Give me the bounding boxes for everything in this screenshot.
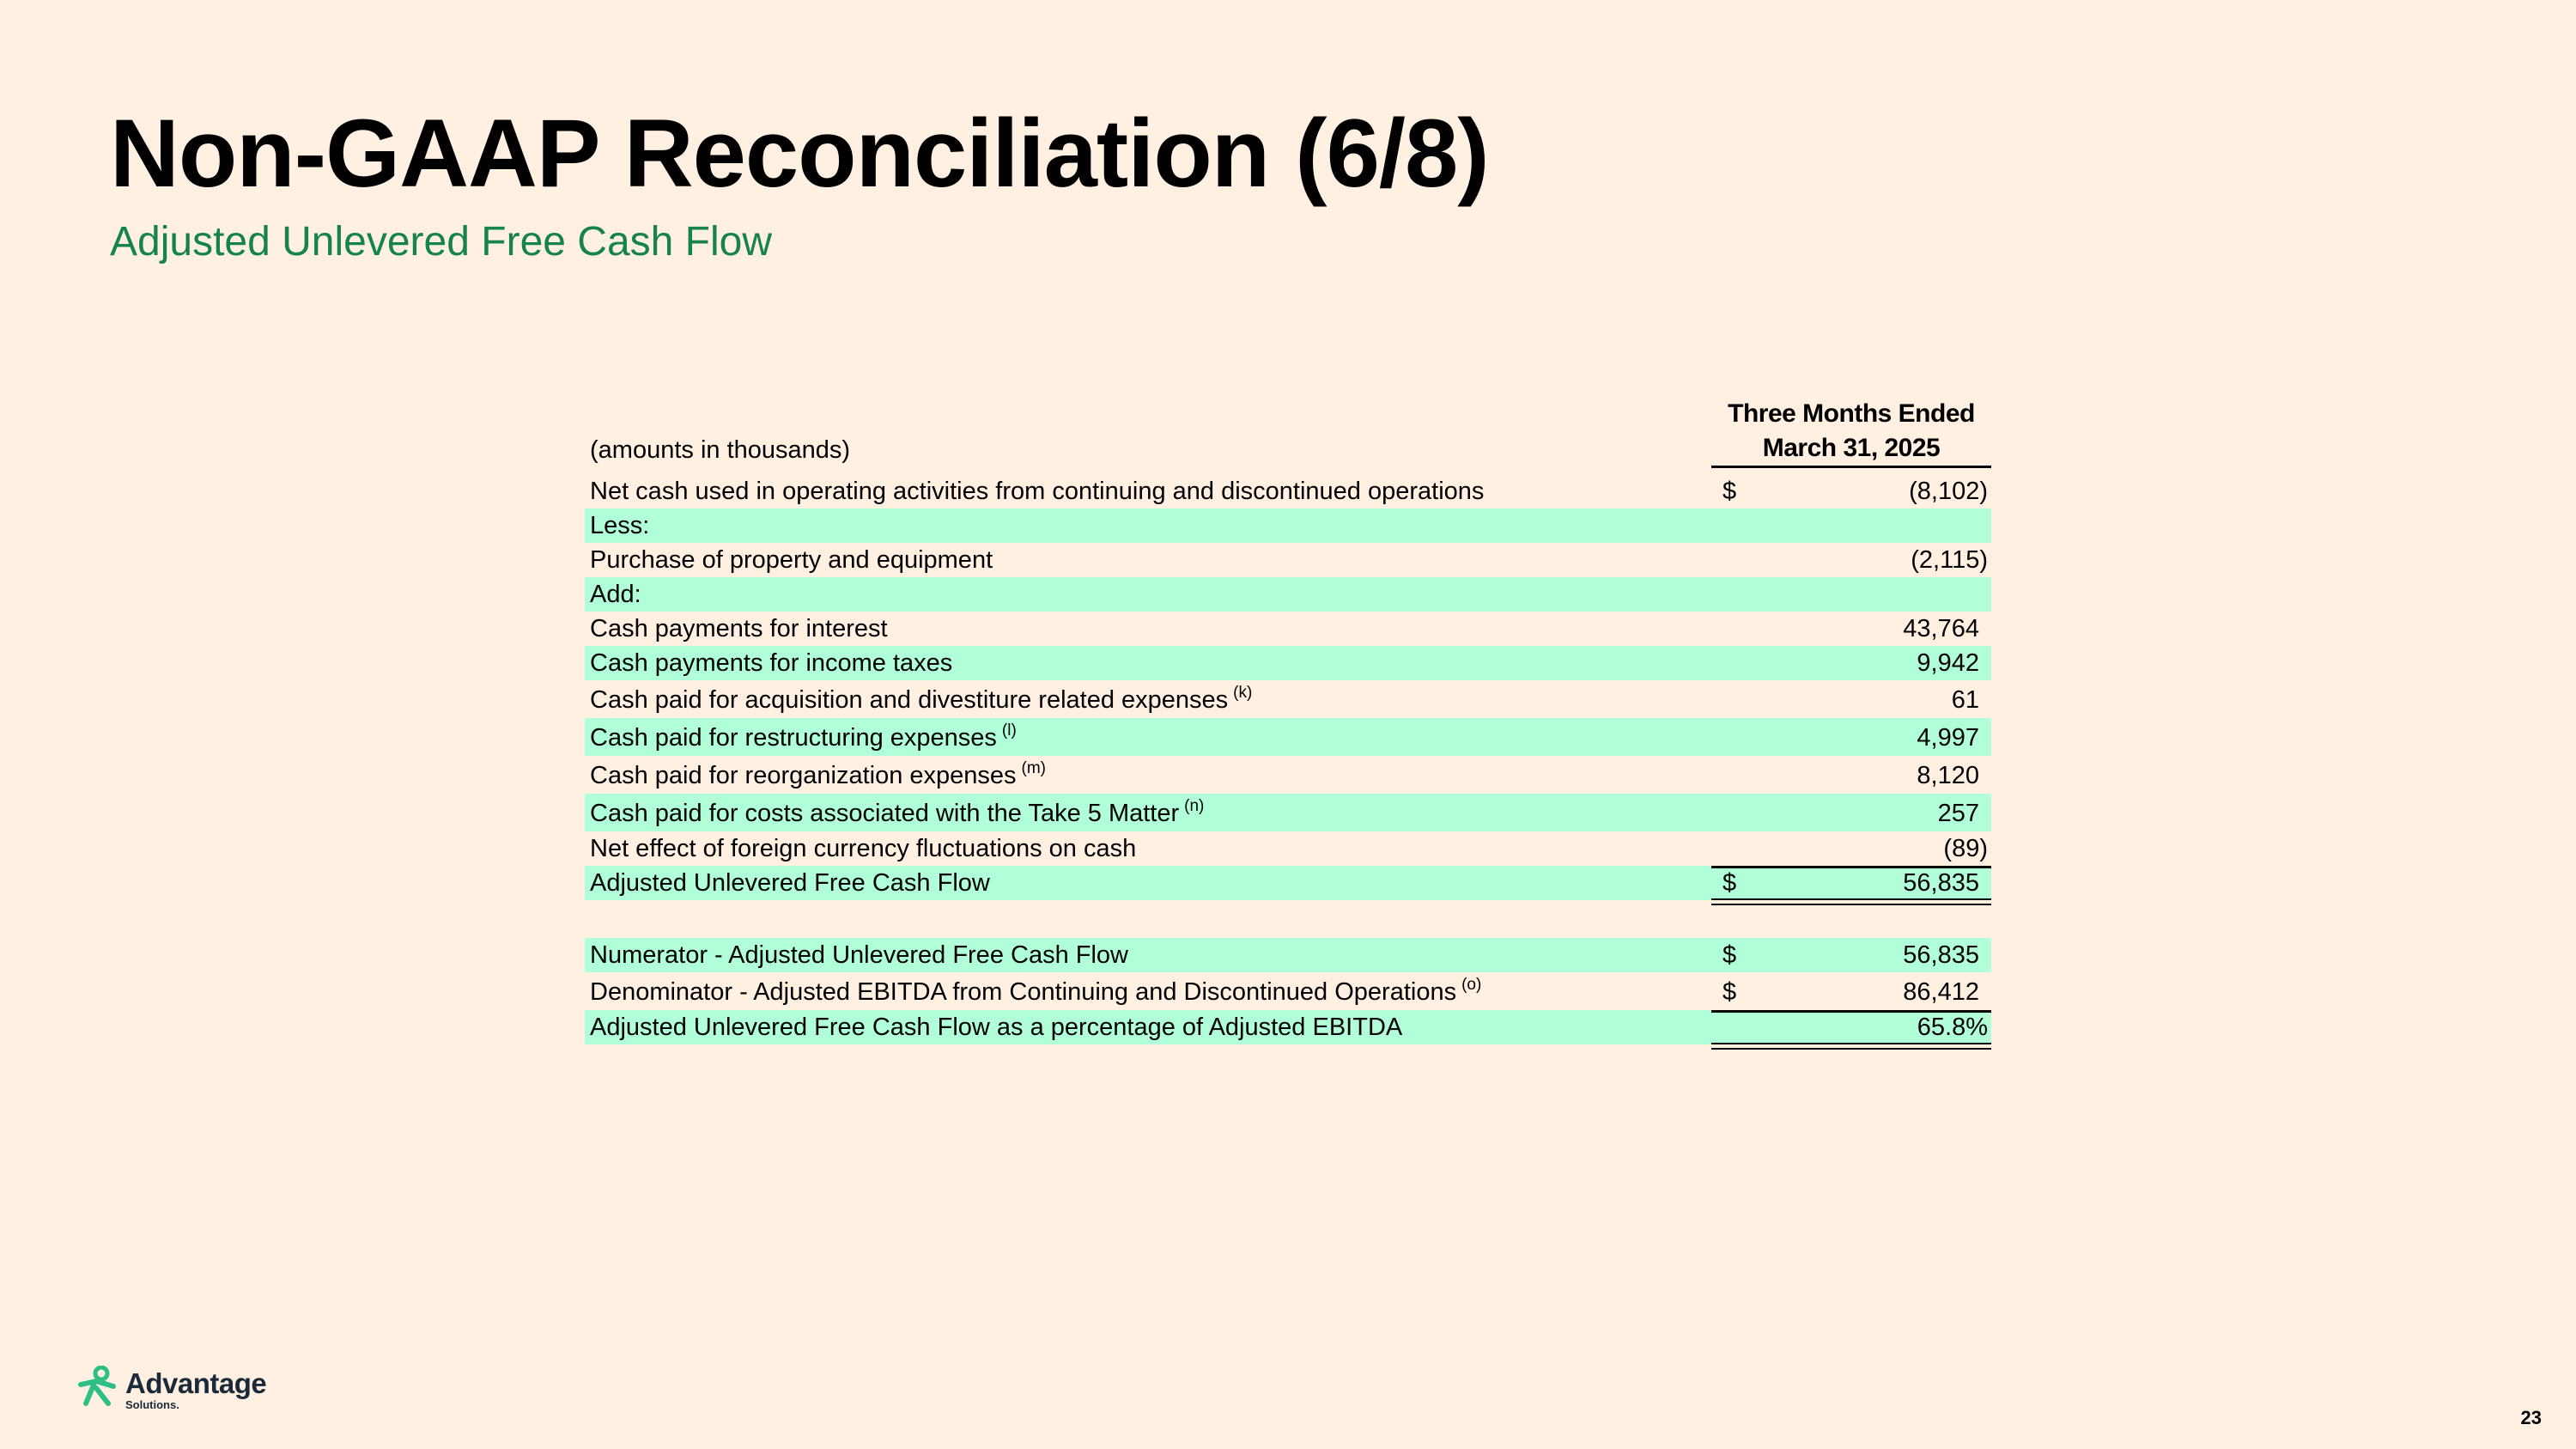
table-row xyxy=(585,543,1991,577)
row-label xyxy=(590,794,1204,833)
column-header-line1: Three Months Ended xyxy=(1728,399,1975,428)
logo-wordmark: Advantage xyxy=(125,1367,267,1399)
row-value: 4,997 xyxy=(1917,724,1979,752)
row-value: (2,115) xyxy=(1911,546,1988,574)
footnote-marker: (k) xyxy=(1233,684,1253,702)
row-label-text: Denominator - Adjusted EBITDA from Continuing and Discontinued Operations xyxy=(590,978,1457,1006)
table-row xyxy=(585,680,1991,718)
row-label: Adjusted Unlevered Free Cash Flow xyxy=(590,869,990,897)
logo-subtext: Solutions. xyxy=(125,1398,179,1411)
row-currency: $ xyxy=(1722,478,1737,505)
spacer-row xyxy=(585,900,1991,938)
row-label-text: Cash paid for acquisition and divestiture related expenses xyxy=(590,686,1229,714)
page-number: 23 xyxy=(2520,1407,2542,1428)
row-currency: $ xyxy=(1722,941,1737,969)
reconciliation-table xyxy=(585,397,1991,1044)
row-value: 257 xyxy=(1937,800,1979,827)
table-row xyxy=(585,831,1991,866)
row-label xyxy=(590,718,1017,758)
row-label: Net cash used in operating activities from continuing and discontinued operations xyxy=(590,478,1485,505)
slide-title: Non-GAAP Reconciliation (6/8) xyxy=(110,100,1489,207)
table-row xyxy=(585,938,1991,972)
footnote-marker: (l) xyxy=(1001,721,1017,740)
footnote-marker: (o) xyxy=(1461,976,1482,994)
advantage-figure-icon xyxy=(76,1366,120,1407)
row-currency: $ xyxy=(1722,869,1737,897)
row-label xyxy=(590,680,1252,720)
row-label: Numerator - Adjusted Unlevered Free Cash Flow xyxy=(590,941,1128,969)
table-row xyxy=(585,972,1991,1010)
row-value: 43,764 xyxy=(1903,615,1979,642)
row-label: Add: xyxy=(590,581,641,608)
row-label-text: Cash paid for reorganization expenses xyxy=(590,762,1017,789)
row-value: 8,120 xyxy=(1917,762,1979,789)
row-value: 56,835 xyxy=(1903,869,1979,897)
footnote-marker: (m) xyxy=(1021,759,1047,777)
row-value: 86,412 xyxy=(1903,978,1979,1006)
row-label: Purchase of property and equipment xyxy=(590,546,993,574)
row-value: (89) xyxy=(1943,835,1988,862)
table-row xyxy=(585,612,1991,646)
row-label: Less: xyxy=(590,512,650,539)
table-row xyxy=(585,794,1991,831)
footnote-marker: (n) xyxy=(1184,797,1205,815)
table-row xyxy=(585,718,1991,756)
column-header xyxy=(1711,397,1991,468)
row-value: 65.8% xyxy=(1917,1014,1988,1041)
row-currency: $ xyxy=(1722,978,1737,1006)
row-label: Adjusted Unlevered Free Cash Flow as a percentage of Adjusted EBITDA xyxy=(590,1014,1403,1041)
row-value: 61 xyxy=(1951,686,1979,714)
slide-subtitle: Adjusted Unlevered Free Cash Flow xyxy=(110,219,773,265)
column-header-line2: March 31, 2025 xyxy=(1762,434,1941,462)
row-value: 9,942 xyxy=(1917,649,1979,677)
row-label: Cash payments for interest xyxy=(590,615,888,642)
row-label xyxy=(590,972,1481,1012)
table-row xyxy=(585,756,1991,794)
table-row xyxy=(585,508,1991,543)
table-row xyxy=(585,577,1991,612)
row-label-text: Cash paid for costs associated with the Take 5 Matter xyxy=(590,800,1180,827)
table-row xyxy=(585,474,1991,508)
total-double-rule xyxy=(1711,1043,1991,1050)
units-label: (amounts in thousands) xyxy=(590,436,851,464)
table-row-subtotal xyxy=(585,866,1991,900)
table-row-ratio xyxy=(585,1010,1991,1044)
row-label: Cash payments for income taxes xyxy=(590,649,953,677)
table-row xyxy=(585,646,1991,680)
table-header xyxy=(585,397,1991,474)
row-label-text: Cash paid for restructuring expenses xyxy=(590,724,997,752)
row-label: Net effect of foreign currency fluctuations on cash xyxy=(590,835,1137,862)
row-value: 56,835 xyxy=(1903,941,1979,969)
row-value: (8,102) xyxy=(1909,478,1988,505)
row-label xyxy=(590,756,1046,795)
